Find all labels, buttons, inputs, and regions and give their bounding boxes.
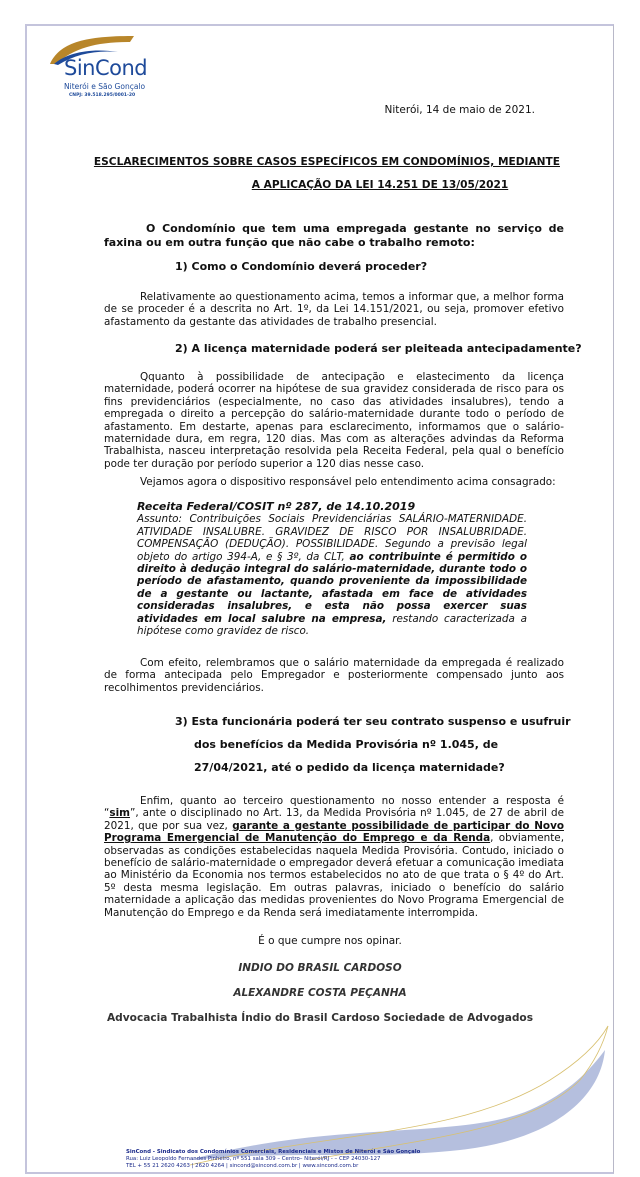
document-title-line2: A APLICAÇÃO DA LEI 14.251 DE 13/05/2021 <box>251 179 509 191</box>
document-date: Niterói, 14 de maio de 2021. <box>384 104 535 116</box>
answer-3-mid: ”, ante o disciplinado no Art. 13, da Medida Provisória nº 1.045, de 27 de abril de 2021, que por sua vez, <box>104 807 564 832</box>
legal-quote-emphasis: ao contribuinte é permitido o direito à dedução integral do salário-maternidade, durante todo o período de afastamento, quando proveniente da impossibilidade de a gestante ou lactante, afastada em face de atividades consideradas insalubres, e esta não possa exercer suas atividades em local salubre na empresa, <box>137 550 527 625</box>
footer-org: SinCond - Sindicato dos Condomínios Comerciais, Residenciais e Mistos de Niterói e São Gonçalo <box>126 1149 421 1155</box>
footer-swoosh-decoration <box>130 1020 610 1170</box>
answer-1: Relativamente ao questionamento acima, temos a informar que, a melhor forma de se proceder é a descrita no Art. 1º, da Lei 14.151/2021, ou seja, promover efetivo afastamento da gestante das atividades de trabalho presencial. <box>104 291 564 328</box>
logo-brand: SinCond <box>64 56 148 80</box>
question-3-line1: 3) Esta funcionária poderá ter seu contrato suspenso e usufruir <box>175 715 571 728</box>
legal-quote-heading: Receita Federal/COSIT nº 287, de 14.10.2019 <box>137 500 416 513</box>
answer-3-intro: Enfim, quanto ao terceiro questionamento no nosso entender a resposta é “ <box>104 795 564 820</box>
logo-city: Niterói e São Gonçalo <box>64 82 146 91</box>
closing-remark <box>0 935 560 947</box>
footer <box>126 1149 420 1170</box>
question-2: 2) A licença maternidade poderá ser pleiteada antecipadamente? <box>175 342 582 355</box>
intro-paragraph: O Condomínio que tem uma empregada gestante no serviço de faxina ou em outra função que não cabe o trabalho remoto: <box>104 222 564 249</box>
sincond-logo <box>46 34 176 100</box>
answer-3 <box>104 795 564 919</box>
closing-remark-text: É o que cumpre nos opinar. <box>258 935 402 947</box>
answer-2: Qquanto à possibilidade de antecipação e elastecimento da licença maternidade, poderá ocorrer na hipótese de sua gravidez considerada de risco para os fins previdenciários (especialmente, no caso das atividades insalubres), tendo a empregada o direito a percepção do salário-maternidade durante todo o período de afastamento. Em destarte, apenas para esclarecimento, informamos que o salário-maternidade dura, em regra, 120 dias. Mas com as alterações advindas da Reforma Trabalhista, nasceu interpretação resolvida pela Receita Federal, pela qual o benefício pode ter duração por período superior a 120 dias nesse caso. <box>104 371 564 470</box>
legal-quote-text: Assunto: Contribuições Sociais Previdenciárias SALÁRIO-MATERNIDADE. ATIVIDADE INSALUBRE. GRAVIDEZ DE RISCO POR INSALUBRIDADE. COMPENSAÇÃO (DEDUÇÃO). POSSIBILIDADE. Segundo a previsão legal objeto do artigo 394-A, e § 3º, da CLT, <box>137 513 527 563</box>
answer-3-rest: , obviamente, observadas as condições estabelecidas naquela Medida Provisória. Contudo, iniciado o benefício de salário-maternidade o empregador deverá efetuar a comunicação imediata ao Ministério da Economia nos termos estabelecidos no ato de que trata o § 4º do Art. 5º desta mesma legislação. Em outras palavras, iniciado o benefício do salário maternidade a aplicação das medidas provenientes do Novo Programa Emergencial de Manutenção do Emprego e da Renda será imediatamente interrompida. <box>104 832 564 919</box>
legal-quote-tail: restando caracterizada a hipótese como gravidez de risco. <box>137 612 527 638</box>
document-title-line1: ESCLARECIMENTOS SOBRE CASOS ESPECÍFICOS EM CONDOMÍNIOS, MEDIANTE <box>93 156 560 168</box>
signature-1: INDIO DO BRASIL CARDOSO <box>238 962 402 974</box>
legal-quote <box>137 501 527 637</box>
logo-cnpj: CNPJ: 39.518.295/0001-20 <box>69 93 136 98</box>
answer-2-closing: Com efeito, relembramos que o salário maternidade da empregada é realizado de forma antecipada pelo Empregador e posteriormente compensado junto aos recolhimentos previdenciários. <box>104 657 564 694</box>
question-3-line2: dos benefícios da Medida Provisória nº 1.045, de <box>194 738 499 751</box>
answer-2-lead: Vejamos agora o dispositivo responsável pelo entendimento acima consagrado: <box>140 476 556 488</box>
footer-address: Rua: Luiz Leopoldo Fernandes Pinheiro, nº 551 sala 309 – Centro– Niterói/RJ - – CEP 24030-127 <box>126 1156 381 1162</box>
answer-3-guarantee: garante a gestante possibilidade de participar do Novo Programa Emergencial de Manutenção do Emprego e da Renda <box>104 819 564 845</box>
question-1: 1) Como o Condomínio deverá proceder? <box>175 260 428 273</box>
footer-contact: TEL + 55 21 2620 4263 | 2620 4264 | sincond@sincond.com.br | www.sincond.com.br <box>126 1163 359 1169</box>
answer-3-yes: sim <box>109 807 130 820</box>
law-firm-name: Advocacia Trabalhista Índio do Brasil Cardoso Sociedade de Advogados <box>106 1012 534 1024</box>
signature-2: ALEXANDRE COSTA PEÇANHA <box>233 987 407 999</box>
question-3-line3: 27/04/2021, até o pedido da licença maternidade? <box>194 761 505 774</box>
